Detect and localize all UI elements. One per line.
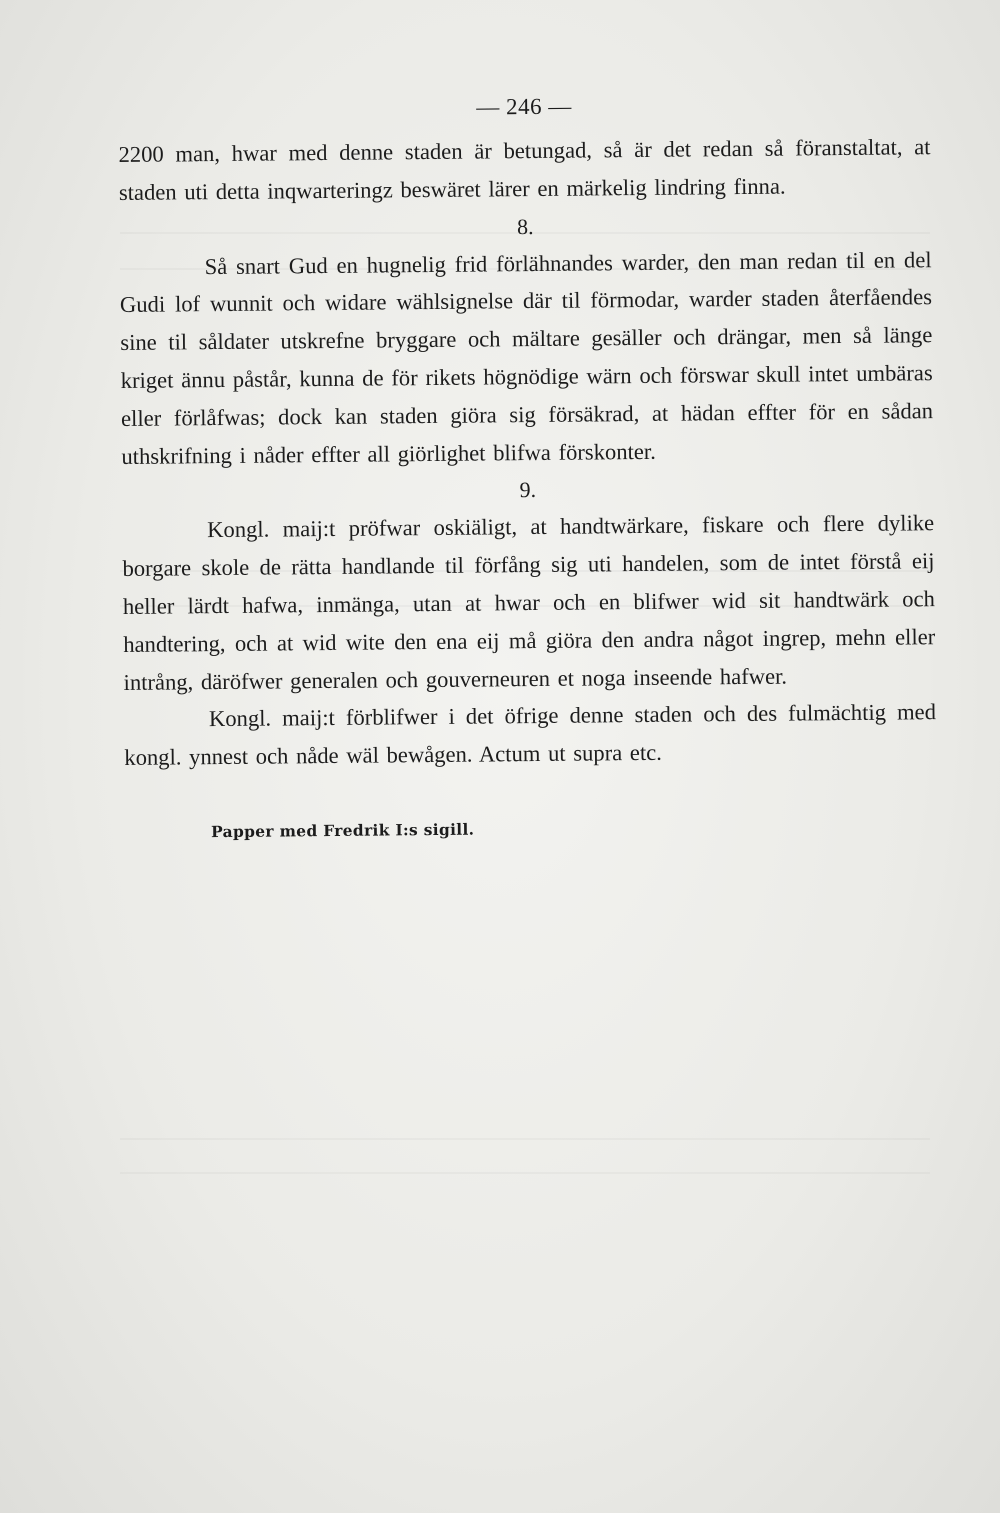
paragraph-1: 2200 man, hwar med denne staden är betungad, så är det redan så föranstaltat, at staden uti detta inqwarteringz beswäret lärer en märkelig lindring finna. (118, 134, 931, 205)
section-number-8: 8. (516, 213, 534, 239)
paragraph-4: Kongl. maij:t förblifwer i det öfrige denne staden och des fulmächtig med kongl. ynnest och nåde wäl bewågen. Actum ut supra etc. (124, 699, 937, 771)
bleed-through-line (120, 1172, 930, 1174)
paragraph-2: Så snart Gud en hugnelig frid förlähnandes warder, den man redan til en del Gudi lof wunnit och widare wählsignelse där til förmodar, warder staden återfåendes sine til såldater utskrefne bryggare och mältare gesäller och drängar, men så länge kriget ännu påstår, kunna de för rikets högnödige wärn och förswar skull intet umbäras eller förlåfwas; dock kan staden giöra sig försäkrad, at hädan effter för en sådan uthskrifning i nåder effter all giörlighet blifwa förskonter. (119, 246, 934, 469)
page-number: — 246 — (476, 93, 572, 120)
paragraph-3: Kongl. maij:t pröfwar oskiäligt, at handtwärkare, fiskare och flere dylike borgare skole de rätta handlande til förfång sig uti handelen, som de intet förstå eij heller lärdt hafwa, inmänga, utan at hwar och en blifwer wid sit handtwärk och handtering, och at wid wite den ena eij må giöra den andra något ingrep, mehn eller intrång, däröfwer generalen och gouverneuren et noga inseende hafwer. (122, 510, 936, 695)
bleed-through-line (120, 1138, 930, 1140)
page-content (118, 90, 937, 842)
footnote: Papper med Fredrik I:s sigill. (210, 819, 475, 842)
section-number-9: 9. (519, 477, 537, 503)
